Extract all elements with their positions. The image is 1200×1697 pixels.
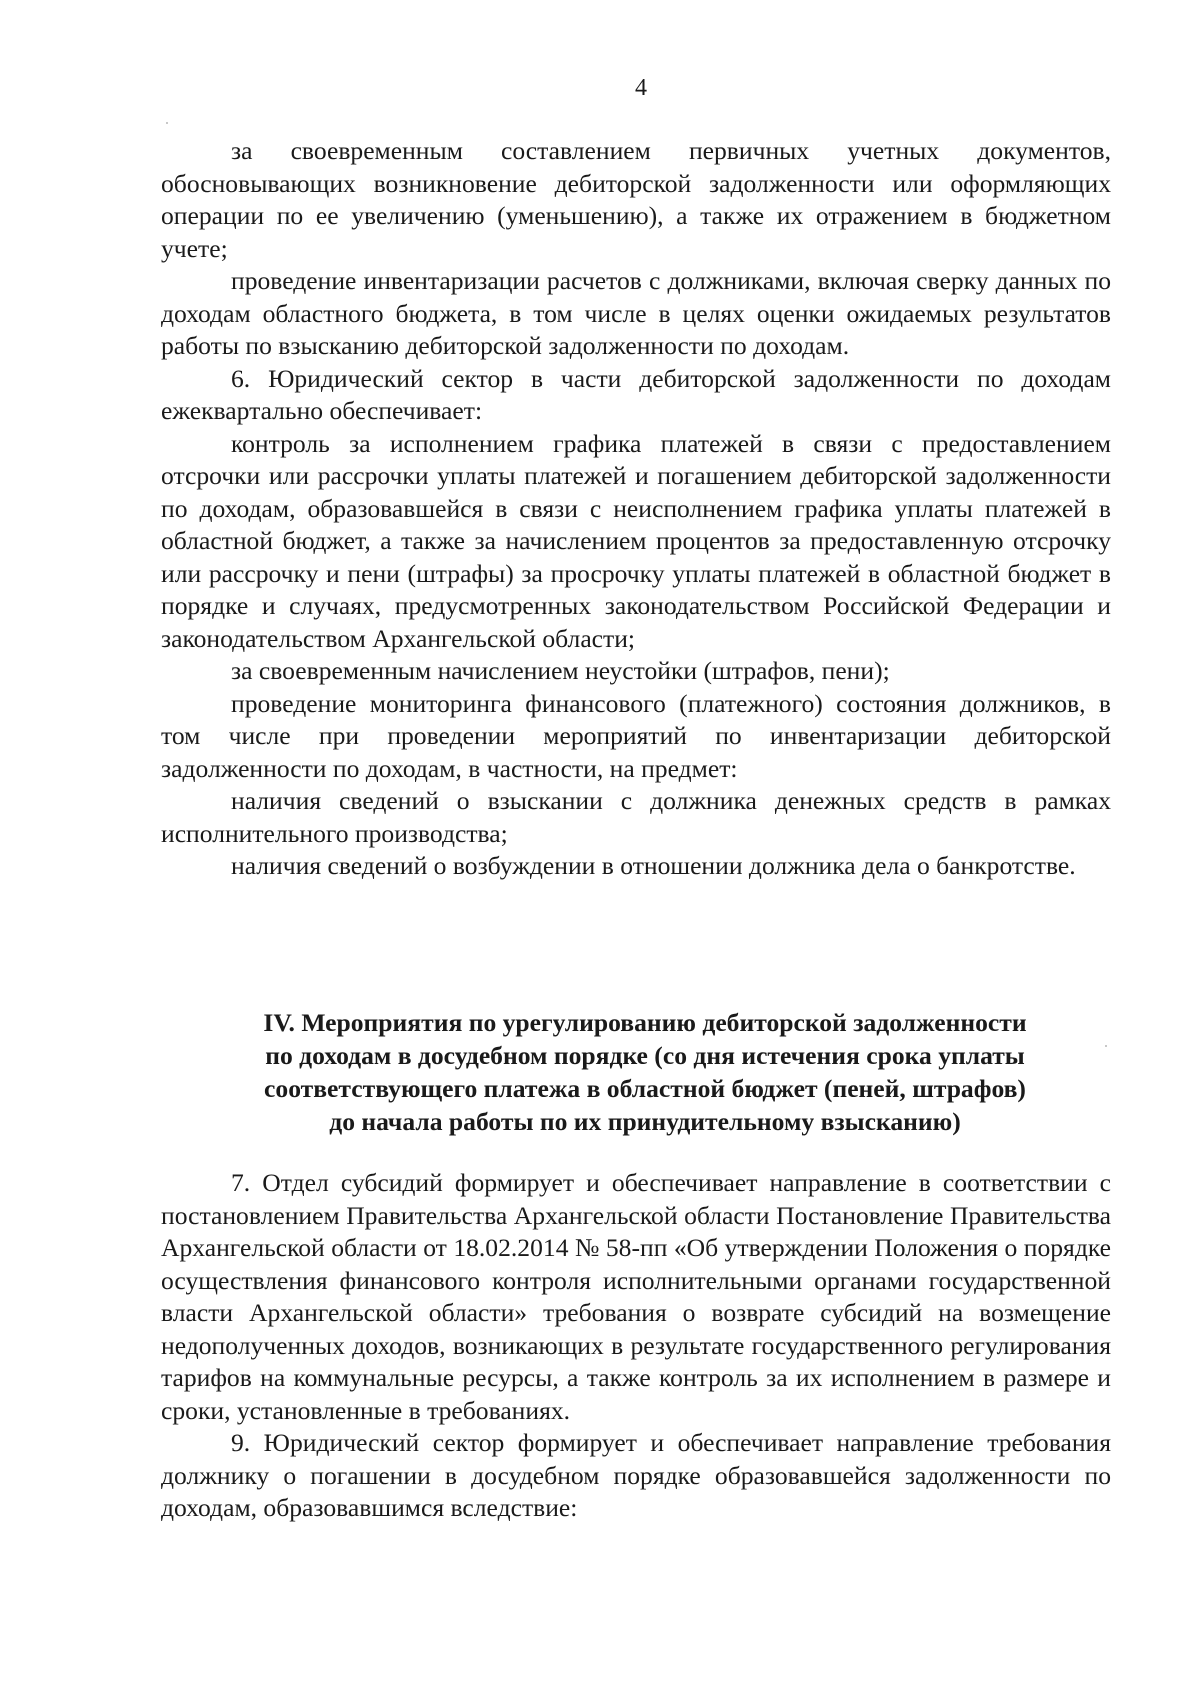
heading-line: по доходам в досудебном порядке (со дня истечения срока уплаты xyxy=(265,1041,1025,1070)
section-pretrial-measures xyxy=(161,1167,1111,1525)
heading-line: до начала работы по их принудительному взысканию) xyxy=(329,1107,961,1136)
paragraph-debtor-monitoring: проведение мониторинга финансового (платежного) состояния должников, в том числе при проведении мероприятий по инвентаризации дебиторской задолженности по доходам, в частности, на предмет: xyxy=(161,688,1111,783)
paragraph-inventory: проведение инвентаризации расчетов с должниками, включая сверку данных по доходам областного бюджета, в том числе в целях оценки ожидаемых результатов работы по взысканию дебиторской задолженности по доходам. xyxy=(161,266,1111,360)
paragraph-enforcement-info: наличия сведений о взыскании с должника денежных средств в рамках исполнительного производства; xyxy=(161,786,1111,848)
paragraph-item-7: 7. Отдел субсидий формирует и обеспечивает направление в соответствии с постановлением Правительства Архангельской области Постановление Правительства Архангельской области от 18.02.2014 № 58-пп «Об утверждении Положения о порядке осуществления финансового контроля исполнительными органами государственной власти Архангельской области» требования о возврате субсидий на возмещение недополученных доходов, возникающих в результате государственного регулирования тарифов на коммунальные ресурсы, а также контроль за их исполнением в размере и сроки, установленные в требованиях. xyxy=(161,1168,1111,1425)
section-internal-control xyxy=(161,135,1111,883)
paragraph-primary-documents: за своевременным составлением первичных учетных документов, обосновывающих возникновение дебиторской задолженности или оформляющих операции по ее увеличению (уменьшению), а также их отражением в бюджетном учете; xyxy=(161,136,1111,263)
scan-speck xyxy=(1105,1045,1107,1047)
paragraph-item-9: 9. Юридический сектор формирует и обеспечивает направление требования должнику о погашении в досудебном порядке образовавшейся задолженности по доходам, образовавшимся вследствие: xyxy=(161,1428,1111,1522)
paragraph-penalty-accrual: за своевременным начислением неустойки (штрафов, пени); xyxy=(231,656,890,685)
section-heading-iv xyxy=(180,1006,1110,1138)
heading-line: IV. Мероприятия по урегулированию дебиторской задолженности xyxy=(263,1008,1027,1037)
paragraph-bankruptcy-info: наличия сведений о возбуждении в отношении должника дела о банкротстве. xyxy=(231,851,1076,880)
page-number: 4 xyxy=(635,75,647,101)
paragraph-payment-schedule-control: контроль за исполнением графика платежей в связи с предоставлением отсрочки или рассрочки уплаты платежей и погашением дебиторской задолженности по доходам, образовавшейся в связи с неисполнением графика уплаты платежей в областной бюджет, а также за начислением процентов за предоставленную отсрочку или рассрочку и пени (штрафы) за просрочку уплаты платежей в областной бюджет в порядке и случаях, предусмотренных законодательством Российской Федерации и законодательством Архангельской области; xyxy=(161,428,1111,653)
heading-line: соответствующего платежа в областной бюджет (пеней, штрафов) xyxy=(264,1074,1026,1103)
scan-speck xyxy=(166,122,168,124)
paragraph-item-6: 6. Юридический сектор в части дебиторской задолженности по доходам ежеквартально обеспечивает: xyxy=(161,363,1111,425)
